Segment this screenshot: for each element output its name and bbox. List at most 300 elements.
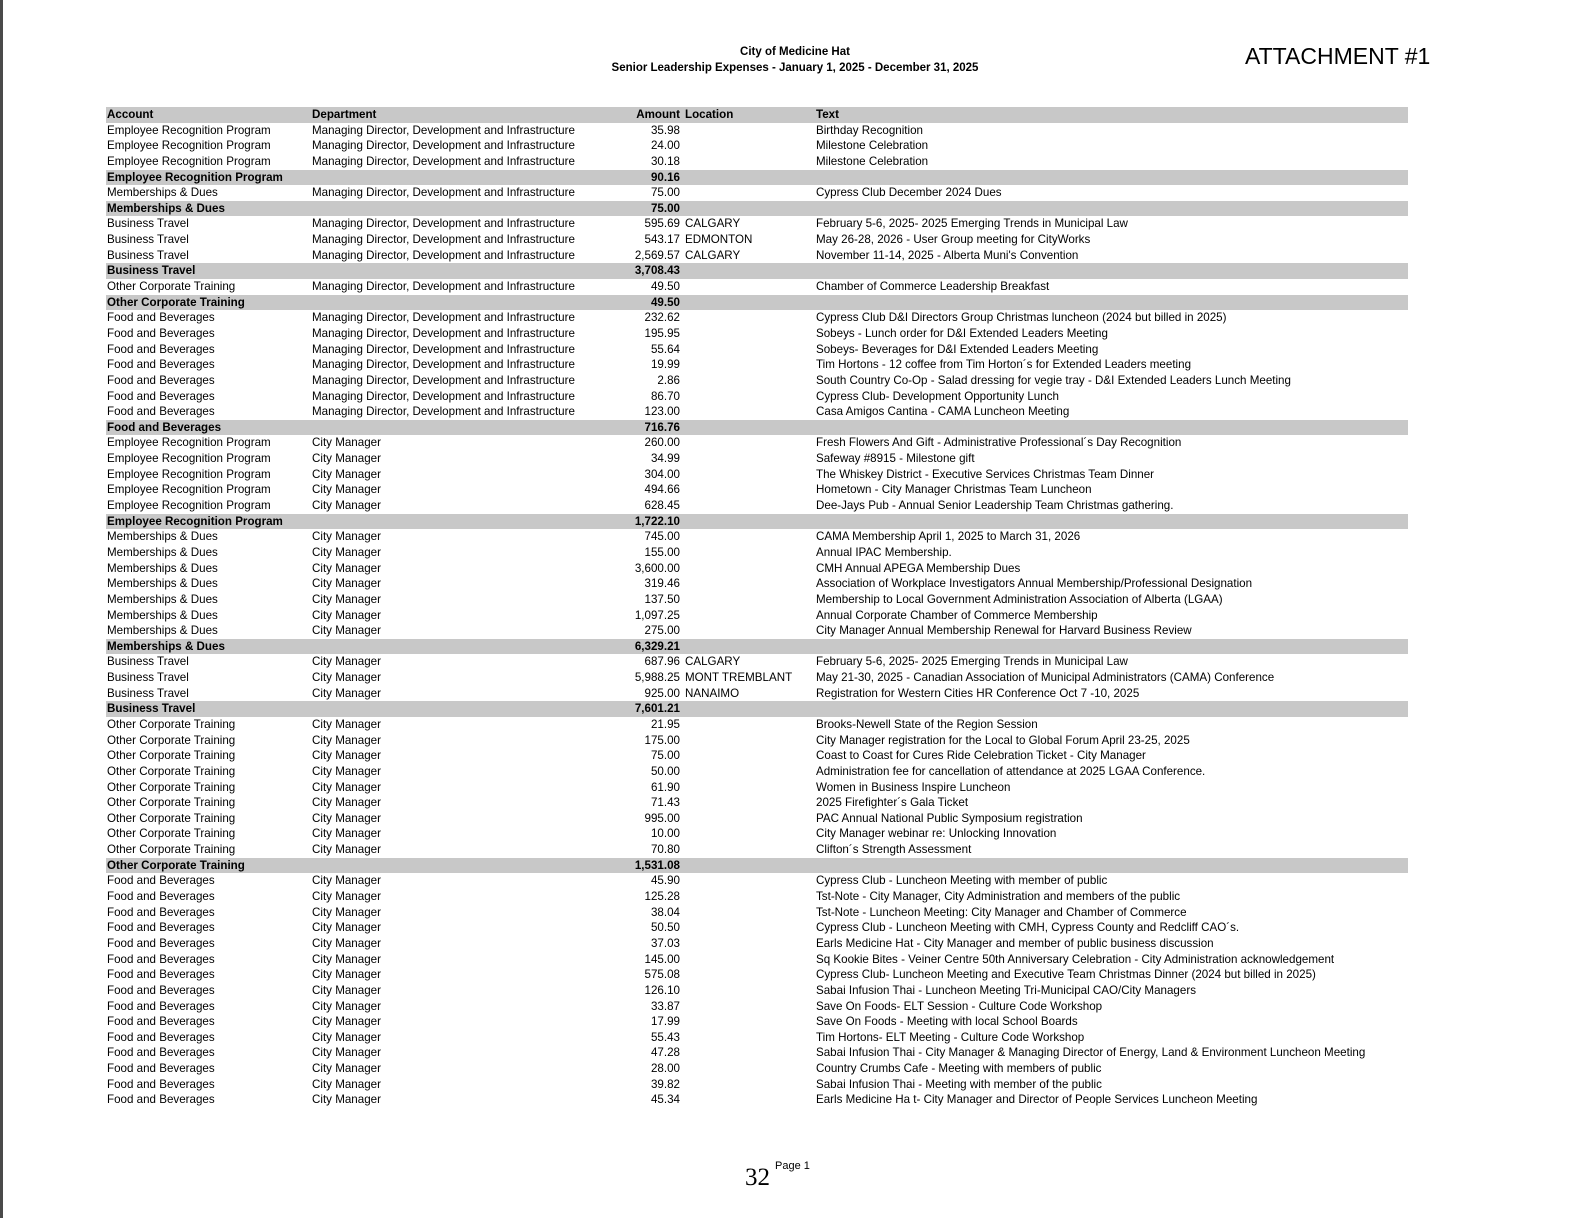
cell-text: Sq Kookie Bites - Veiner Centre 50th Anniversary Celebration - City Administration acknowledgement	[816, 952, 1335, 966]
subtotal-row	[106, 295, 1408, 311]
cell-text: Annual IPAC Membership.	[816, 545, 952, 559]
cell-amount: 543.17	[644, 233, 680, 247]
cell-text: Casa Amigos Cantina - CAMA Luncheon Meeting	[816, 405, 1070, 419]
cell-text: City Manager registration for the Local to Global Forum April 23-25, 2025	[816, 733, 1190, 747]
cell-text: Cypress Club D&I Directors Group Christmas luncheon (2024 but billed in 2025)	[816, 311, 1227, 325]
table-row	[106, 561, 1408, 577]
table-row	[106, 826, 1408, 842]
table-row	[106, 482, 1408, 498]
table-row	[106, 310, 1408, 326]
cell-amount: 45.34	[650, 1093, 680, 1107]
cell-account: Memberships & Dues	[107, 592, 218, 606]
cell-text: February 5-6, 2025- 2025 Emerging Trends in Municipal Law	[816, 655, 1128, 669]
cell-account: Food and Beverages	[107, 373, 215, 387]
cell-department: City Manager	[312, 952, 381, 966]
cell-department: City Manager	[312, 545, 381, 559]
cell-account: Other Corporate Training	[107, 796, 236, 810]
column-header-department: Department	[312, 108, 377, 121]
cell-account: Employee Recognition Program	[107, 483, 271, 497]
report-title: Senior Leadership Expenses - January 1, 2025 - December 31, 2025	[611, 62, 979, 74]
cell-text: May 21-30, 2025 - Canadian Association of Municipal Administrators (CAMA) Conference	[816, 671, 1275, 685]
table-row	[106, 608, 1408, 624]
table-row	[106, 999, 1408, 1015]
cell-text: Dee-Jays Pub - Annual Senior Leadership Team Christmas gathering.	[816, 499, 1174, 513]
cell-text: Registration for Western Cities HR Conference Oct 7 -10, 2025	[816, 686, 1140, 700]
cell-account: Food and Beverages	[107, 936, 215, 950]
cell-account: Other Corporate Training	[107, 749, 236, 763]
table-row	[106, 936, 1408, 952]
cell-text: Annual Corporate Chamber of Commerce Membership	[816, 608, 1098, 622]
cell-text: Birthday Recognition	[816, 123, 923, 137]
cell-department: City Manager	[312, 530, 381, 544]
cell-department: Managing Director, Development and Infrastructure	[312, 326, 575, 340]
cell-text: 2025 Firefighter´s Gala Ticket	[816, 796, 969, 810]
cell-account: Memberships & Dues	[107, 639, 225, 653]
expense-table	[106, 107, 1408, 1108]
cell-amount: 75.00	[650, 749, 680, 763]
table-header-row	[106, 107, 1408, 123]
cell-location: CALGARY	[685, 248, 741, 262]
cell-account: Food and Beverages	[107, 420, 222, 434]
cell-account: Food and Beverages	[107, 905, 215, 919]
cell-amount: 28.00	[650, 1062, 680, 1076]
cell-account: Other Corporate Training	[107, 780, 236, 794]
page-left-border	[0, 0, 3, 1218]
table-row	[106, 1092, 1408, 1108]
cell-department: City Manager	[312, 874, 381, 888]
cell-department: Managing Director, Development and Infrastructure	[312, 342, 575, 356]
cell-account: Food and Beverages	[107, 405, 215, 419]
cell-amount: 38.04	[650, 905, 680, 919]
cell-text: CAMA Membership April 1, 2025 to March 31, 2026	[816, 530, 1081, 544]
column-header-amount: Amount	[636, 108, 680, 121]
cell-account: Employee Recognition Program	[107, 499, 271, 513]
cell-amount: 687.96	[644, 655, 680, 669]
cell-text: Cypress Club December 2024 Dues	[816, 186, 1002, 200]
table-row	[106, 748, 1408, 764]
cell-department: City Manager	[312, 921, 381, 935]
cell-amount: 745.00	[644, 530, 680, 544]
cell-account: Food and Beverages	[107, 326, 215, 340]
cell-department: City Manager	[312, 764, 381, 778]
table-row	[106, 248, 1408, 264]
table-row	[106, 983, 1408, 999]
cell-text: Tst-Note - City Manager, City Administration and members of the public	[816, 890, 1181, 904]
cell-account: Other Corporate Training	[107, 843, 236, 857]
column-header-location: Location	[685, 108, 734, 121]
table-row	[106, 185, 1408, 201]
cell-amount: 35.98	[650, 123, 680, 137]
cell-amount: 275.00	[644, 624, 680, 638]
table-row	[106, 123, 1408, 139]
cell-amount: 716.76	[644, 420, 680, 434]
table-row	[106, 811, 1408, 827]
cell-amount: 137.50	[644, 592, 680, 606]
cell-department: City Manager	[312, 592, 381, 606]
subtotal-row	[106, 170, 1408, 186]
subtotal-row	[106, 639, 1408, 655]
cell-department: Managing Director, Development and Infrastructure	[312, 405, 575, 419]
cell-text: City Manager webinar re: Unlocking Innovation	[816, 827, 1057, 841]
cell-department: City Manager	[312, 968, 381, 982]
table-row	[106, 889, 1408, 905]
cell-account: Employee Recognition Program	[107, 170, 283, 184]
table-row	[106, 451, 1408, 467]
subtotal-row	[106, 263, 1408, 279]
cell-department: City Manager	[312, 608, 381, 622]
cell-amount: 86.70	[650, 389, 680, 403]
cell-text: Chamber of Commerce Leadership Breakfast	[816, 280, 1050, 294]
cell-department: Managing Director, Development and Infrastructure	[312, 280, 575, 294]
cell-department: City Manager	[312, 796, 381, 810]
cell-amount: 2,569.57	[634, 248, 680, 262]
cell-department: City Manager	[312, 467, 381, 481]
cell-text: Cypress Club - Luncheon Meeting with CMH, Cypress County and Redcliff CAO´s.	[816, 921, 1240, 935]
column-header-text: Text	[816, 108, 839, 121]
cell-amount: 319.46	[644, 577, 680, 591]
cell-department: City Manager	[312, 936, 381, 950]
cell-department: City Manager	[312, 749, 381, 763]
table-row	[106, 920, 1408, 936]
cell-department: City Manager	[312, 1015, 381, 1029]
table-row	[106, 654, 1408, 670]
cell-amount: 49.50	[650, 295, 680, 309]
table-row	[106, 795, 1408, 811]
cell-account: Food and Beverages	[107, 1030, 215, 1044]
cell-text: The Whiskey District - Executive Services Christmas Team Dinner	[816, 467, 1155, 481]
cell-text: Tim Hortons - 12 coffee from Tim Horton´s for Extended Leaders meeting	[816, 358, 1192, 372]
cell-account: Business Travel	[107, 671, 189, 685]
cell-department: City Manager	[312, 561, 381, 575]
table-row	[106, 842, 1408, 858]
cell-text: Association of Workplace Investigators Annual Membership/Professional Designation	[816, 577, 1253, 591]
cell-amount: 47.28	[650, 1046, 680, 1060]
cell-department: City Manager	[312, 733, 381, 747]
cell-account: Food and Beverages	[107, 890, 215, 904]
cell-amount: 61.90	[650, 780, 680, 794]
cell-department: City Manager	[312, 577, 381, 591]
cell-department: City Manager	[312, 1046, 381, 1060]
cell-account: Other Corporate Training	[107, 717, 236, 731]
cell-account: Business Travel	[107, 702, 196, 716]
table-row	[106, 232, 1408, 248]
org-title: City of Medicine Hat	[740, 46, 850, 58]
table-row	[106, 435, 1408, 451]
cell-account: Employee Recognition Program	[107, 139, 271, 153]
cell-text: February 5-6, 2025- 2025 Emerging Trends in Municipal Law	[816, 217, 1128, 231]
cell-amount: 90.16	[650, 170, 680, 184]
cell-text: Safeway #8915 - Milestone gift	[816, 452, 975, 466]
subtotal-row	[106, 701, 1408, 717]
cell-account: Food and Beverages	[107, 1062, 215, 1076]
cell-location: CALGARY	[685, 217, 741, 231]
cell-department: City Manager	[312, 1077, 381, 1091]
cell-amount: 494.66	[644, 483, 680, 497]
cell-account: Other Corporate Training	[107, 295, 245, 309]
cell-amount: 232.62	[644, 311, 680, 325]
table-row	[106, 279, 1408, 295]
cell-amount: 995.00	[644, 811, 680, 825]
cell-department: Managing Director, Development and Infrastructure	[312, 233, 575, 247]
cell-amount: 7,601.21	[634, 702, 680, 716]
cell-department: Managing Director, Development and Infrastructure	[312, 217, 575, 231]
cell-department: Managing Director, Development and Infrastructure	[312, 358, 575, 372]
subtotal-row	[106, 858, 1408, 874]
cell-department: City Manager	[312, 905, 381, 919]
cell-account: Employee Recognition Program	[107, 452, 271, 466]
table-row	[106, 342, 1408, 358]
cell-text: Milestone Celebration	[816, 154, 929, 168]
cell-text: PAC Annual National Public Symposium registration	[816, 811, 1083, 825]
table-row	[106, 780, 1408, 796]
cell-amount: 6,329.21	[634, 639, 680, 653]
cell-text: Coast to Coast for Cures Ride Celebration Ticket - City Manager	[816, 749, 1146, 763]
cell-account: Memberships & Dues	[107, 186, 218, 200]
cell-amount: 21.95	[650, 717, 680, 731]
cell-amount: 70.80	[650, 843, 680, 857]
cell-text: Fresh Flowers And Gift - Administrative Professional´s Day Recognition	[816, 436, 1182, 450]
cell-account: Other Corporate Training	[107, 858, 245, 872]
cell-location: NANAIMO	[685, 686, 740, 700]
cell-text: Clifton´s Strength Assessment	[816, 843, 972, 857]
cell-account: Employee Recognition Program	[107, 436, 271, 450]
table-row	[106, 1014, 1408, 1030]
table-row	[106, 404, 1408, 420]
cell-text: Cypress Club - Luncheon Meeting with member of public	[816, 874, 1108, 888]
table-row	[106, 1045, 1408, 1061]
cell-account: Other Corporate Training	[107, 764, 236, 778]
cell-account: Memberships & Dues	[107, 530, 218, 544]
cell-amount: 17.99	[650, 1015, 680, 1029]
cell-account: Food and Beverages	[107, 358, 215, 372]
subtotal-row	[106, 514, 1408, 530]
column-header-account: Account	[107, 108, 154, 121]
cell-amount: 5,988.25	[634, 671, 680, 685]
table-row	[106, 873, 1408, 889]
cell-location: CALGARY	[685, 655, 741, 669]
table-row	[106, 686, 1408, 702]
cell-account: Food and Beverages	[107, 952, 215, 966]
cell-account: Other Corporate Training	[107, 733, 236, 747]
cell-amount: 71.43	[650, 796, 680, 810]
cell-account: Business Travel	[107, 264, 196, 278]
subtotal-row	[106, 201, 1408, 217]
table-row	[106, 952, 1408, 968]
cell-account: Business Travel	[107, 686, 189, 700]
cell-text: November 11-14, 2025 - Alberta Muni's Convention	[816, 248, 1079, 262]
cell-amount: 1,097.25	[634, 608, 680, 622]
cell-account: Food and Beverages	[107, 311, 215, 325]
cell-amount: 37.03	[650, 936, 680, 950]
cell-department: City Manager	[312, 436, 381, 450]
cell-amount: 24.00	[650, 139, 680, 153]
cell-amount: 2.86	[657, 373, 680, 387]
cell-account: Memberships & Dues	[107, 201, 225, 215]
cell-account: Employee Recognition Program	[107, 154, 271, 168]
cell-department: City Manager	[312, 1062, 381, 1076]
cell-amount: 3,708.43	[634, 264, 680, 278]
cell-text: Cypress Club- Development Opportunity Lunch	[816, 389, 1059, 403]
cell-department: City Manager	[312, 717, 381, 731]
cell-text: Tst-Note - Luncheon Meeting: City Manager and Chamber of Commerce	[816, 905, 1187, 919]
table-row	[106, 138, 1408, 154]
cell-amount: 30.18	[650, 154, 680, 168]
cell-department: City Manager	[312, 452, 381, 466]
cell-account: Memberships & Dues	[107, 608, 218, 622]
cell-amount: 1,531.08	[634, 858, 680, 872]
cell-account: Memberships & Dues	[107, 545, 218, 559]
cell-amount: 260.00	[644, 436, 680, 450]
table-row	[106, 1030, 1408, 1046]
cell-account: Business Travel	[107, 233, 189, 247]
cell-account: Business Travel	[107, 655, 189, 669]
cell-account: Other Corporate Training	[107, 280, 236, 294]
table-row	[106, 373, 1408, 389]
cell-amount: 1,722.10	[634, 514, 680, 528]
cell-text: Sobeys- Beverages for D&I Extended Leaders Meeting	[816, 342, 1099, 356]
cell-amount: 3,600.00	[634, 561, 680, 575]
cell-account: Food and Beverages	[107, 968, 215, 982]
cell-text: Administration fee for cancellation of attendance at 2025 LGAA Conference.	[816, 764, 1206, 778]
cell-department: Managing Director, Development and Infrastructure	[312, 123, 575, 137]
cell-account: Food and Beverages	[107, 1077, 215, 1091]
cell-account: Business Travel	[107, 217, 189, 231]
cell-amount: 55.43	[650, 1030, 680, 1044]
cell-text: May 26-28, 2026 - User Group meeting for CityWorks	[816, 233, 1091, 247]
cell-text: Brooks-Newell State of the Region Session	[816, 717, 1038, 731]
page-number: 32	[745, 1164, 770, 1191]
table-row	[106, 1077, 1408, 1093]
cell-amount: 50.00	[650, 764, 680, 778]
cell-text: Earls Medicine Ha t- City Manager and Director of People Services Luncheon Meeting	[816, 1093, 1258, 1107]
cell-department: Managing Director, Development and Infrastructure	[312, 154, 575, 168]
cell-amount: 10.00	[650, 827, 680, 841]
cell-account: Food and Beverages	[107, 1015, 215, 1029]
cell-department: City Manager	[312, 983, 381, 997]
cell-account: Other Corporate Training	[107, 827, 236, 841]
cell-location: EDMONTON	[685, 233, 753, 247]
cell-account: Food and Beverages	[107, 983, 215, 997]
cell-amount: 304.00	[644, 467, 680, 481]
cell-text: Sabai Infusion Thai - Meeting with member of the public	[816, 1077, 1102, 1091]
cell-amount: 126.10	[644, 983, 680, 997]
cell-department: City Manager	[312, 890, 381, 904]
cell-department: City Manager	[312, 1093, 381, 1107]
table-body	[106, 123, 1408, 1108]
table-row	[106, 467, 1408, 483]
cell-account: Employee Recognition Program	[107, 514, 283, 528]
cell-amount: 19.99	[650, 358, 680, 372]
cell-text: Save On Foods - Meeting with local School Boards	[816, 1015, 1078, 1029]
cell-amount: 75.00	[650, 186, 680, 200]
cell-text: Cypress Club- Luncheon Meeting and Executive Team Christmas Dinner (2024 but billed in 2025)	[816, 968, 1316, 982]
cell-amount: 575.08	[644, 968, 680, 982]
cell-location: MONT TREMBLANT	[685, 671, 793, 685]
cell-text: South Country Co-Op - Salad dressing for vegie tray - D&I Extended Leaders Lunch Meeting	[816, 373, 1291, 387]
cell-department: City Manager	[312, 1030, 381, 1044]
cell-text: Membership to Local Government Administration Association of Alberta (LGAA)	[816, 592, 1223, 606]
table-row	[106, 592, 1408, 608]
table-row	[106, 733, 1408, 749]
cell-account: Food and Beverages	[107, 999, 215, 1013]
cell-text: Milestone Celebration	[816, 139, 929, 153]
cell-account: Food and Beverages	[107, 342, 215, 356]
cell-amount: 55.64	[650, 342, 680, 356]
cell-department: Managing Director, Development and Infrastructure	[312, 248, 575, 262]
page-label: Page 1	[775, 1160, 810, 1172]
cell-amount: 33.87	[650, 999, 680, 1013]
cell-amount: 628.45	[644, 499, 680, 513]
cell-amount: 34.99	[650, 452, 680, 466]
cell-department: City Manager	[312, 686, 381, 700]
cell-department: City Manager	[312, 624, 381, 638]
table-row	[106, 1061, 1408, 1077]
cell-amount: 925.00	[644, 686, 680, 700]
cell-account: Memberships & Dues	[107, 577, 218, 591]
table-row	[106, 905, 1408, 921]
cell-account: Food and Beverages	[107, 1046, 215, 1060]
cell-amount: 45.90	[650, 874, 680, 888]
cell-text: Hometown - City Manager Christmas Team Luncheon	[816, 483, 1092, 497]
cell-department: City Manager	[312, 843, 381, 857]
cell-text: Tim Hortons- ELT Meeting - Culture Code Workshop	[816, 1030, 1085, 1044]
cell-text: Sobeys - Lunch order for D&I Extended Leaders Meeting	[816, 326, 1108, 340]
cell-text: Country Crumbs Cafe - Meeting with members of public	[816, 1062, 1102, 1076]
cell-department: City Manager	[312, 999, 381, 1013]
cell-account: Food and Beverages	[107, 921, 215, 935]
table-row	[106, 216, 1408, 232]
cell-account: Food and Beverages	[107, 389, 215, 403]
cell-amount: 155.00	[644, 545, 680, 559]
table-row	[106, 529, 1408, 545]
cell-text: CMH Annual APEGA Membership Dues	[816, 561, 1021, 575]
cell-department: Managing Director, Development and Infrastructure	[312, 186, 575, 200]
cell-department: City Manager	[312, 655, 381, 669]
table-row	[106, 764, 1408, 780]
cell-amount: 50.50	[650, 921, 680, 935]
cell-account: Other Corporate Training	[107, 811, 236, 825]
table-row	[106, 545, 1408, 561]
cell-department: City Manager	[312, 780, 381, 794]
table-row	[106, 389, 1408, 405]
cell-account: Food and Beverages	[107, 1093, 215, 1107]
subtotal-row	[106, 420, 1408, 436]
cell-amount: 595.69	[644, 217, 680, 231]
cell-text: Earls Medicine Hat - City Manager and member of public business discussion	[816, 936, 1214, 950]
cell-department: City Manager	[312, 827, 381, 841]
cell-amount: 175.00	[644, 733, 680, 747]
cell-department: Managing Director, Development and Infrastructure	[312, 311, 575, 325]
table-row	[106, 717, 1408, 733]
cell-amount: 39.82	[650, 1077, 680, 1091]
table-row	[106, 576, 1408, 592]
table-row	[106, 326, 1408, 342]
cell-account: Memberships & Dues	[107, 561, 218, 575]
cell-text: Sabai Infusion Thai - City Manager & Managing Director of Energy, Land & Environment Luncheon Meeting	[816, 1046, 1366, 1060]
table-row	[106, 967, 1408, 983]
cell-text: Save On Foods- ELT Session - Culture Code Workshop	[816, 999, 1103, 1013]
table-row	[106, 623, 1408, 639]
cell-department: Managing Director, Development and Infrastructure	[312, 373, 575, 387]
cell-amount: 75.00	[650, 201, 680, 215]
table-row	[106, 498, 1408, 514]
cell-department: City Manager	[312, 671, 381, 685]
cell-account: Food and Beverages	[107, 874, 215, 888]
table-row	[106, 357, 1408, 373]
cell-text: Sabai Infusion Thai - Luncheon Meeting Tri-Municipal CAO/City Managers	[816, 983, 1196, 997]
cell-account: Employee Recognition Program	[107, 467, 271, 481]
cell-department: City Manager	[312, 811, 381, 825]
